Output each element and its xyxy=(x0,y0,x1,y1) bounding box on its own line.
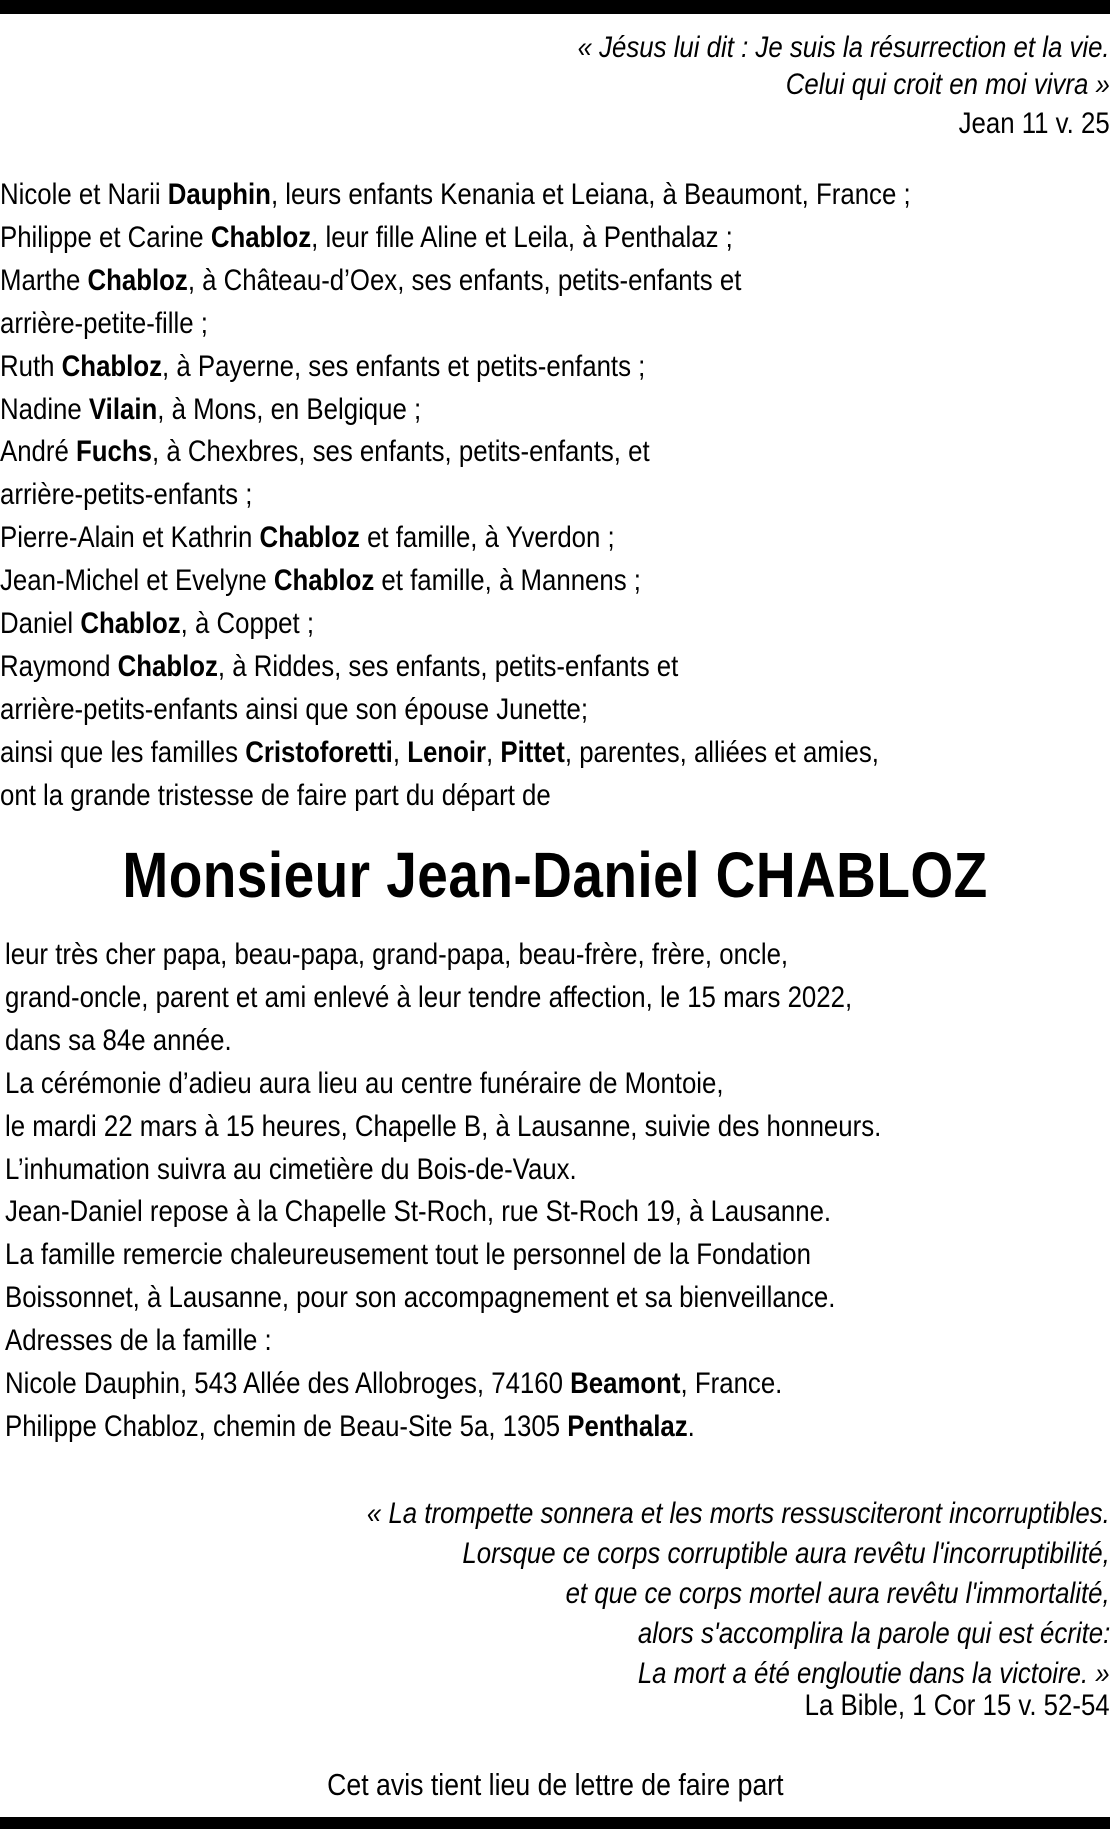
text-segment: , à Payerne, ses enfants et petits-enfants ; xyxy=(162,349,646,383)
family-line xyxy=(0,606,365,642)
text-segment: , à Riddes, ses enfants, petits-enfants et xyxy=(217,649,679,683)
surname-text: Lenoir xyxy=(407,735,487,769)
top-border xyxy=(0,0,1110,14)
text-segment: ainsi que les familles xyxy=(0,735,246,769)
surname-text: Dauphin xyxy=(167,178,271,211)
text-segment: Daniel xyxy=(0,607,81,640)
text-segment: Nicole Dauphin, 543 Allée des Allobroges, 74160 xyxy=(5,1367,571,1400)
epigraph-bottom-text: « La trompette sonnera et les morts ressusciteront incorruptibles. xyxy=(367,1497,1110,1530)
deceased-name-text: Monsieur Jean-Daniel CHABLOZ xyxy=(122,839,988,911)
surname-text: Chabloz xyxy=(273,564,375,598)
family-line xyxy=(0,649,789,685)
surname-text: Fuchs xyxy=(76,435,153,469)
surname-text: Chabloz xyxy=(80,607,181,640)
body-line xyxy=(5,1323,315,1359)
body-line xyxy=(5,1280,971,1316)
text-segment: , leurs enfants Kenania et Leiana, à Beaumont, France ; xyxy=(270,178,911,211)
family-line xyxy=(0,263,862,299)
epigraph-bottom-text: et que ce corps mortel aura revêtu l'immortalité, xyxy=(565,1577,1110,1610)
family-line xyxy=(0,434,755,470)
family-line xyxy=(0,220,852,256)
surname-text: Chabloz xyxy=(87,263,188,297)
epigraph-bottom-line xyxy=(246,1496,1110,1532)
epigraph-top-text: « Jésus lui dit : Je suis la résurrection et la vie. xyxy=(577,31,1110,64)
epigraph-bottom-line xyxy=(477,1576,1110,1612)
text-segment: Pierre-Alain et Kathrin xyxy=(0,521,260,555)
family-line xyxy=(0,177,1059,213)
text-segment: ont la grande tristesse de faire part du départ de xyxy=(0,778,551,812)
text-segment: , xyxy=(392,735,408,769)
family-line xyxy=(0,477,293,513)
family-line xyxy=(0,349,750,385)
text-segment: . xyxy=(687,1409,695,1443)
text-segment: Nicole et Narii xyxy=(0,178,168,211)
text-segment: Boissonnet, à Lausanne, pour son accompagnement et sa bienveillance. xyxy=(5,1281,836,1315)
body-line xyxy=(5,1237,942,1273)
text-segment: Philippe et Carine xyxy=(0,220,211,254)
text-segment: arrière-petite-fille ; xyxy=(0,306,208,340)
epigraph-top-reference xyxy=(934,106,1110,142)
epigraph-bottom-line xyxy=(561,1616,1110,1652)
surname-text: Chabloz xyxy=(259,521,360,555)
text-segment: et famille, à Yverdon ; xyxy=(359,521,615,555)
epigraph-bottom-text: Lorsque ce corps corruptible aura revêtu l'incorruptibilité, xyxy=(462,1537,1110,1570)
text-segment: arrière-petits-enfants ainsi que son épouse Junette; xyxy=(0,692,589,726)
footer-note xyxy=(0,1766,1110,1804)
text-segment: Ruth xyxy=(0,349,62,383)
text-segment: le mardi 22 mars à 15 heures, Chapelle B, à Lausanne, suivie des honneurs. xyxy=(5,1109,882,1143)
text-segment: André xyxy=(0,435,77,469)
text-segment: Nadine xyxy=(0,392,89,426)
surname-text: Penthalaz xyxy=(567,1409,688,1443)
text-segment: , à Mons, en Belgique ; xyxy=(157,392,422,426)
text-segment: , parentes, alliées et amies, xyxy=(564,735,879,769)
deceased-name xyxy=(0,838,1110,912)
family-line xyxy=(0,306,242,342)
surname-text: Beamont xyxy=(570,1367,681,1400)
text-segment: La cérémonie d’adieu aura lieu au centre funéraire de Montoie, xyxy=(5,1066,724,1100)
epigraph-bottom-reference-text: La Bible, 1 Cor 15 v. 52-54 xyxy=(804,1689,1110,1722)
text-segment: Jean-Daniel repose à la Chapelle St-Roch, rue St-Roch 19, à Lausanne. xyxy=(5,1195,832,1229)
body-line xyxy=(5,1366,909,1402)
epigraph-bottom-text: alors s'accomplira la parole qui est écrite: xyxy=(637,1617,1110,1650)
text-segment: Adresses de la famille : xyxy=(5,1324,272,1358)
text-segment: arrière-petits-enfants ; xyxy=(0,478,253,512)
text-segment: Jean-Michel et Evelyne xyxy=(0,564,274,598)
bottom-border xyxy=(0,1817,1110,1829)
family-line xyxy=(0,778,640,814)
text-segment: Marthe xyxy=(0,263,88,297)
family-line xyxy=(0,520,715,556)
epigraph-top-reference-text: Jean 11 v. 25 xyxy=(958,107,1110,140)
text-segment: , leur fille Aline et Leila, à Penthalaz ; xyxy=(311,220,733,254)
text-segment: Raymond xyxy=(0,649,118,683)
epigraph-bottom-line xyxy=(357,1536,1110,1572)
text-segment: La famille remercie chaleureusement tout le personnel de la Fondation xyxy=(5,1238,812,1272)
epigraph-bottom-line xyxy=(561,1656,1110,1692)
family-line xyxy=(0,563,745,599)
family-line xyxy=(0,692,684,728)
body-line xyxy=(5,937,916,973)
text-segment: , xyxy=(486,735,501,769)
text-segment: , à Coppet ; xyxy=(180,607,315,640)
surname-text: Cristoforetti xyxy=(245,735,393,769)
body-line xyxy=(5,1023,269,1059)
body-line xyxy=(5,1109,1024,1145)
text-segment: , France. xyxy=(680,1367,783,1400)
text-segment: leur très cher papa, beau-papa, grand-papa, beau-frère, frère, oncle, xyxy=(5,938,789,971)
text-segment: dans sa 84e année. xyxy=(5,1023,232,1057)
surname-text: Pittet xyxy=(500,735,565,769)
epigraph-bottom-text: La mort a été engloutie dans la victoire. » xyxy=(638,1657,1110,1690)
epigraph-top-text: Celui qui croit en moi vivra » xyxy=(785,68,1110,101)
surname-text: Chabloz xyxy=(210,220,312,254)
epigraph-bottom-reference xyxy=(755,1688,1110,1724)
surname-text: Chabloz xyxy=(61,349,163,383)
text-segment: Philippe Chabloz, chemin de Beau-Site 5a, 1305 xyxy=(5,1409,568,1443)
family-line xyxy=(0,735,1022,771)
surname-text: Vilain xyxy=(88,392,158,426)
footer-note-text: Cet avis tient lieu de lettre de faire part xyxy=(326,1767,784,1802)
body-line xyxy=(5,1194,966,1230)
surname-text: Chabloz xyxy=(117,649,218,683)
text-segment: grand-oncle, parent et ami enlevé à leur tendre affection, le 15 mars 2022, xyxy=(5,980,853,1014)
text-segment: , à Château-d’Oex, ses enfants, petits-enfants et xyxy=(187,263,742,297)
epigraph-top-line xyxy=(733,67,1110,103)
body-line xyxy=(5,1066,841,1102)
body-line xyxy=(5,1152,670,1188)
text-segment: , à Chexbres, ses enfants, petits-enfants, et xyxy=(152,435,650,469)
family-line xyxy=(0,392,490,428)
text-segment: L’inhumation suivra au cimetière du Bois-de-Vaux. xyxy=(5,1152,577,1186)
text-segment: et famille, à Mannens ; xyxy=(374,564,641,598)
body-line xyxy=(5,980,990,1016)
epigraph-top-line xyxy=(491,30,1110,66)
body-line xyxy=(5,1409,807,1445)
